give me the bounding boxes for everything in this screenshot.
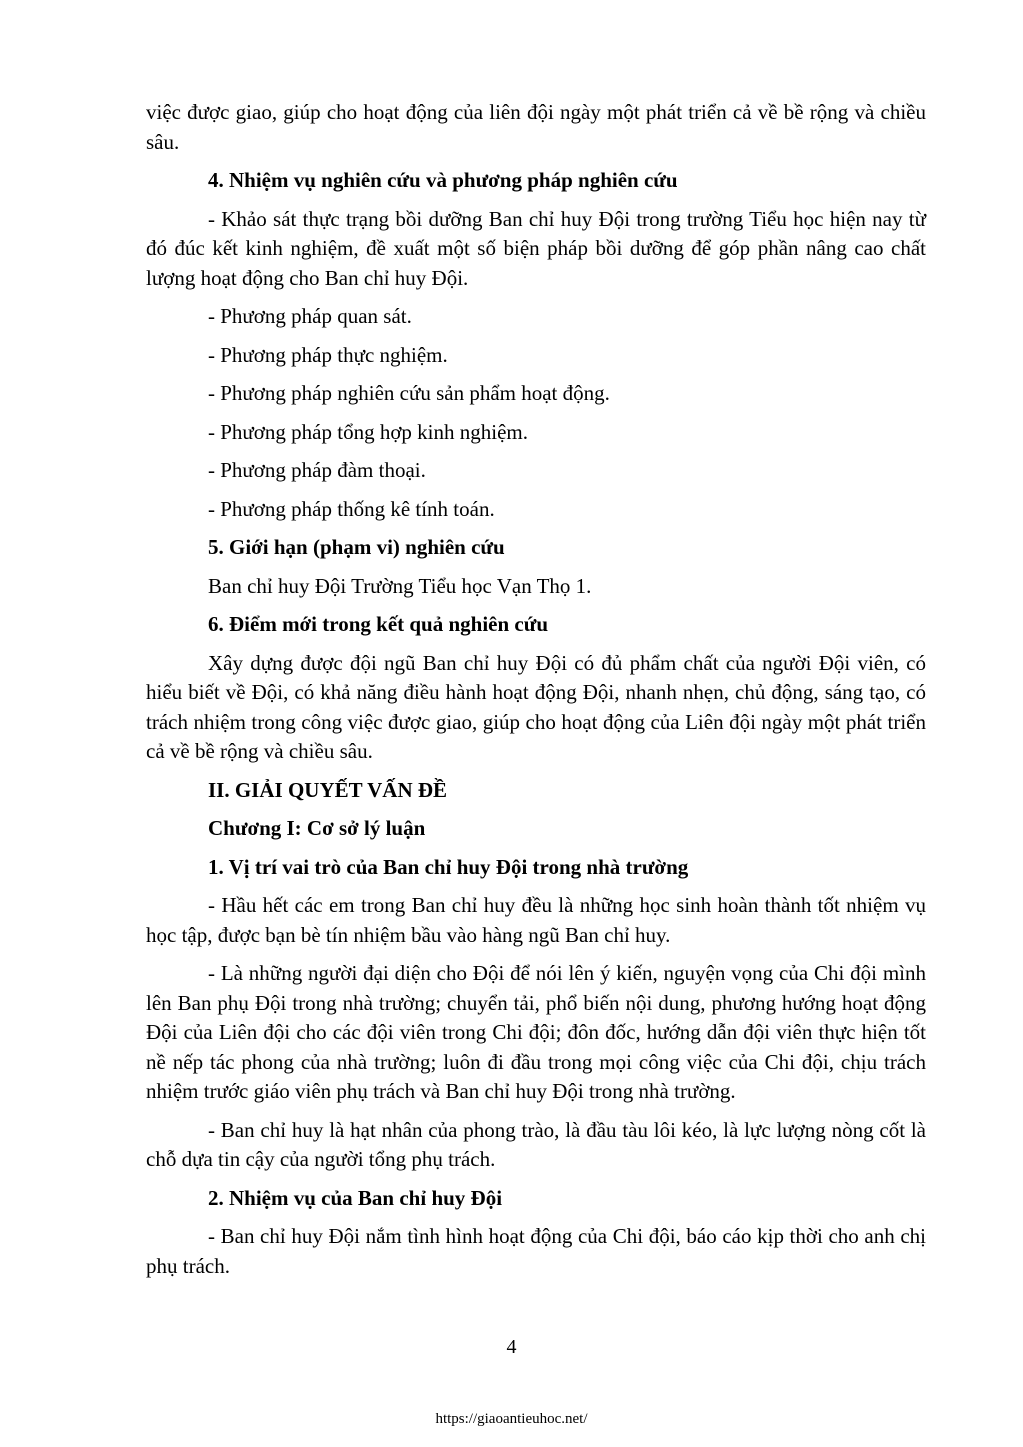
page-number: 4 bbox=[506, 1336, 517, 1358]
heading-research-scope: 5. Giới hạn (phạm vi) nghiên cứu bbox=[208, 535, 505, 559]
method-item: - Phương pháp nghiên cứu sản phẩm hoạt động. bbox=[208, 381, 610, 405]
paragraph-role-1: - Hầu hết các em trong Ban chỉ huy đều là những học sinh hoàn thành tốt nhiệm vụ học tập, được bạn bè tín nhiệm bầu vào hàng ngũ Ban chỉ huy. bbox=[146, 893, 926, 947]
method-item: - Phương pháp thống kê tính toán. bbox=[208, 496, 495, 521]
paragraph-continuation: việc được giao, giúp cho hoạt động của liên đội ngày một phát triển cả về bề rộng và chiều sâu. bbox=[146, 100, 926, 154]
heading-research-tasks: 4. Nhiệm vụ nghiên cứu và phương pháp nghiên cứu bbox=[208, 168, 678, 192]
heading-chapter-i: Chương I: Cơ sở lý luận bbox=[208, 816, 426, 840]
method-item: - Phương pháp thực nghiệm. bbox=[208, 342, 448, 367]
paragraph-role-3: - Ban chỉ huy là hạt nhân của phong trào, là đầu tàu lôi kéo, là lực lượng nòng cốt là chỗ dựa tin cậy của người tổng phụ trách. bbox=[146, 1117, 926, 1171]
footer-url[interactable]: https://giaoantieuhoc.net/ bbox=[435, 1411, 588, 1427]
paragraph-scope: Ban chỉ huy Đội Trường Tiểu học Vạn Thọ 1. bbox=[208, 573, 592, 598]
heading-position-role: 1. Vị trí vai trò của Ban chỉ huy Đội trong nhà trường bbox=[208, 854, 689, 879]
paragraph-duty-1: - Ban chỉ huy Đội nắm tình hình hoạt động của Chi đội, báo cáo kịp thời cho anh chị phụ trách. bbox=[146, 1224, 926, 1278]
paragraph-survey: - Khảo sát thực trạng bồi dưỡng Ban chỉ huy Đội trong trường Tiểu học hiện nay từ đó đúc kết kinh nghiệm, đề xuất một số biện pháp bồi dưỡng để góp phần nâng cao chất lượng hoạt động cho Ban chỉ huy Đội. bbox=[146, 206, 926, 290]
document-page bbox=[146, 98, 926, 1290]
method-item: - Phương pháp đàm thoại. bbox=[208, 458, 426, 482]
heading-duties: 2. Nhiệm vụ của Ban chỉ huy Đội bbox=[208, 1185, 503, 1210]
method-item: - Phương pháp tổng hợp kinh nghiệm. bbox=[208, 419, 528, 444]
paragraph-new-points: Xây dựng được đội ngũ Ban chỉ huy Đội có đủ phẩm chất của người Đội viên, có hiểu biết về Đội, có khả năng điều hành hoạt động Đội, nhanh nhẹn, chủ động, sáng tạo, có trách nhiệm trong công việc được giao, giúp cho hoạt động của Liên đội ngày một phát triển cả về bề rộng và chiều sâu. bbox=[146, 650, 926, 763]
heading-new-points: 6. Điểm mới trong kết quả nghiên cứu bbox=[208, 612, 549, 636]
paragraph-role-2: - Là những người đại diện cho Đội để nói lên ý kiến, nguyện vọng của Chi đội mình lên Ban phụ Đội trong nhà trường; chuyển tải, phổ biến nội dung, phương hướng hoạt động Đội của Liên đội cho các đội viên trong Chi đội; đôn đốc, hướng dẫn đội viên thực hiện tốt nề nếp tác phong của nhà trường; luôn đi đầu trong mọi công việc của Chi đội, chịu trách nhiệm trước giáo viên phụ trách và Ban chỉ huy Đội trong nhà trường. bbox=[146, 961, 926, 1103]
method-item: - Phương pháp quan sát. bbox=[208, 304, 412, 328]
heading-section-ii: II. GIẢI QUYẾT VẤN ĐỀ bbox=[208, 777, 448, 802]
